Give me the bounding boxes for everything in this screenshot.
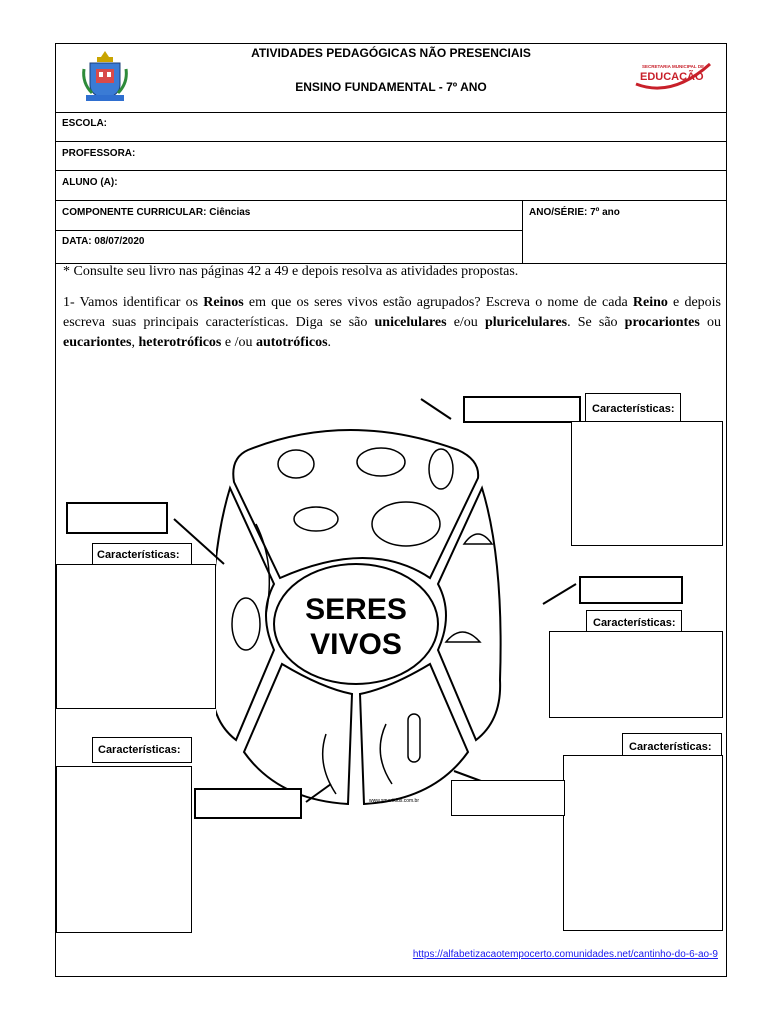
center-title-line1: SERES: [305, 593, 407, 626]
data-label: DATA: 08/07/2020: [62, 236, 145, 247]
componente-label: COMPONENTE CURRICULAR: Ciências: [62, 207, 251, 218]
diagram-watermark: www.smartkids.com.br: [368, 798, 420, 804]
characteristics-box-protist[interactable]: [56, 766, 192, 933]
kingdom-name-box-plant[interactable]: [66, 502, 168, 534]
escola-label: ESCOLA:: [62, 118, 107, 129]
document-subtitle: ENSINO FUNDAMENTAL - 7º ANO: [295, 80, 487, 94]
characteristics-label-box-monera: Características:: [622, 733, 722, 759]
worksheet: ATIVIDADES PEDAGÓGICAS NÃO PRESENCIAIS ENSINO FUNDAMENTAL - 7º ANO SECRETARIA MUNICIPAL DE EDUCAÇÃO ESCOLA: PROFESSORA: ALUNO (A): COMPONENTE CURRICULAR: Ciências ANO/SÉRIE: 7º ano DATA: 08/07/2020 * Consulte seu livro nas páginas 42 a 49 e depois resolva as atividades propostas. 1- Vamos identificar os Reinos em que os seres vivos estão agrupados? Escreva o nome de cada Reino e depois escreva suas principais características. Diga se são unicelulares e/ou pluricelulares. Se são procariontes ou eucariontes, heterotróficos e /ou autotróficos. SERES VIVOS www.smartkids.com.br Características: Características: Características: Características: Características: https://alfabetizacaotempocerto.comunidades.net/cantinho-do-6-ao-9: [55, 43, 727, 977]
characteristics-box-fungi[interactable]: [549, 631, 723, 718]
characteristics-label-box-animal: Características:: [585, 393, 681, 423]
characteristics-label-box-plant: Características:: [92, 543, 192, 567]
question-1: 1- Vamos identificar os Reinos em que os seres vivos estão agrupados? Escreva o nome de cada Reino e depois escreva suas principais características. Diga se são unicelulares e/ou pluricelulares. Se são procariontes ou eucariontes, heterotróficos e /ou autotróficos.: [63, 295, 721, 350]
characteristics-box-plant[interactable]: [56, 564, 216, 709]
kingdom-name-box-monera[interactable]: [451, 780, 565, 816]
professora-label: PROFESSORA:: [62, 148, 136, 159]
kingdom-name-box-fungi[interactable]: [579, 576, 683, 604]
kingdom-name-box-protist[interactable]: [194, 788, 302, 819]
document-title: ATIVIDADES PEDAGÓGICAS NÃO PRESENCIAIS: [251, 46, 531, 60]
aluno-label: ALUNO (A):: [62, 177, 118, 188]
logo-small-text: SECRETARIA MUNICIPAL DE: [642, 64, 705, 69]
source-link[interactable]: https://alfabetizacaotempocerto.comunidades.net/cantinho-do-6-ao-9: [412, 949, 718, 960]
characteristics-label-box-fungi: Características:: [586, 610, 682, 634]
characteristics-box-monera[interactable]: [563, 755, 723, 931]
center-title-line2: VIVOS: [310, 628, 402, 661]
characteristics-box-animal[interactable]: [571, 421, 723, 546]
kingdom-name-box-animal[interactable]: [463, 396, 581, 423]
characteristics-label-box-protist: Características:: [92, 737, 192, 763]
instruction-line: * Consulte seu livro nas páginas 42 a 49 e depois resolva as atividades propostas.: [63, 264, 519, 279]
logo-text: EDUCAÇÃO: [640, 71, 704, 83]
